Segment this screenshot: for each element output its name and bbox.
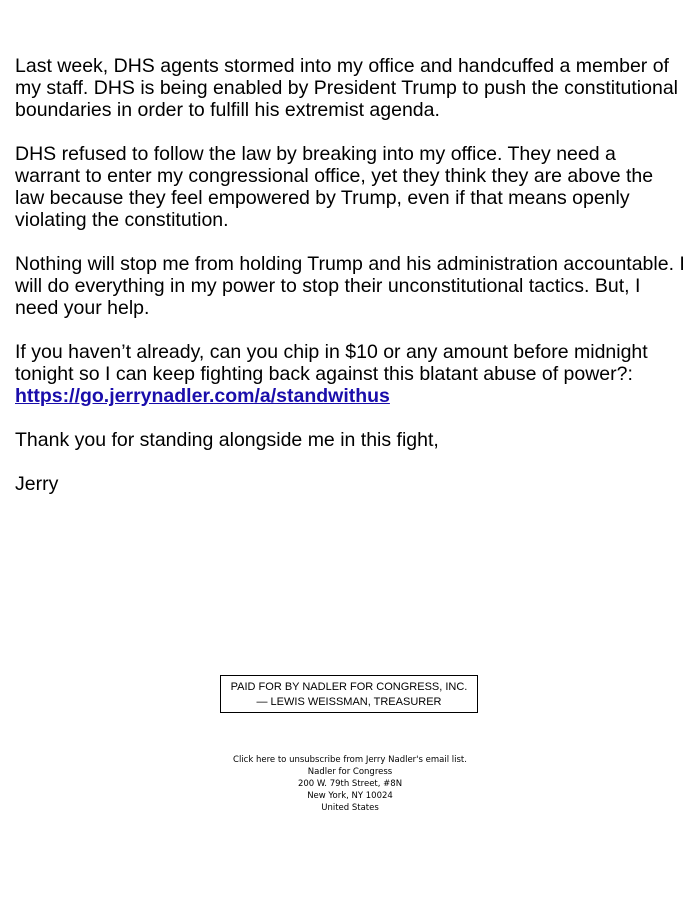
paid-for-disclaimer: [220, 675, 478, 713]
paragraph-3: Nothing will stop me from holding Trump and his administration accountable. I will do everything in my power to stop their unconstitutional tactics. But, I need your help.: [15, 253, 685, 319]
email-body: [15, 55, 685, 517]
donate-link[interactable]: https://go.jerrynadler.com/a/standwithus: [15, 385, 390, 407]
unsubscribe-link[interactable]: Click here to unsubscribe from Jerry Nadler's email list.: [233, 755, 467, 765]
disclaimer-line-2: — LEWIS WEISSMAN, TREASURER: [256, 696, 442, 708]
donation-ask-text: If you haven’t already, can you chip in $10 or any amount before midnight tonight so I can keep fighting back against this blatant abuse of power?:: [15, 341, 648, 385]
footer-country: United States: [321, 803, 379, 813]
footer-org: Nadler for Congress: [307, 767, 393, 777]
signature: Jerry: [15, 473, 59, 495]
footer-city: New York, NY 10024: [307, 791, 393, 801]
footer-street: 200 W. 79th Street, #8N: [297, 779, 403, 789]
closing-line: Thank you for standing alongside me in this fight,: [15, 429, 439, 451]
paragraph-1: Last week, DHS agents stormed into my office and handcuffed a member of my staff. DHS is being enabled by President Trump to push the constitutional boundaries in order to fulfill his extremist agenda.: [15, 55, 678, 121]
paragraph-2: DHS refused to follow the law by breaking into my office. They need a warrant to enter my congressional office, yet they think they are above the law because they feel empowered by Trump, even if that means openly violating the constitution.: [15, 143, 654, 231]
disclaimer-line-1: PAID FOR BY NADLER FOR CONGRESS, INC.: [230, 681, 468, 693]
email-footer: [0, 754, 700, 814]
donation-ask: [15, 341, 685, 407]
